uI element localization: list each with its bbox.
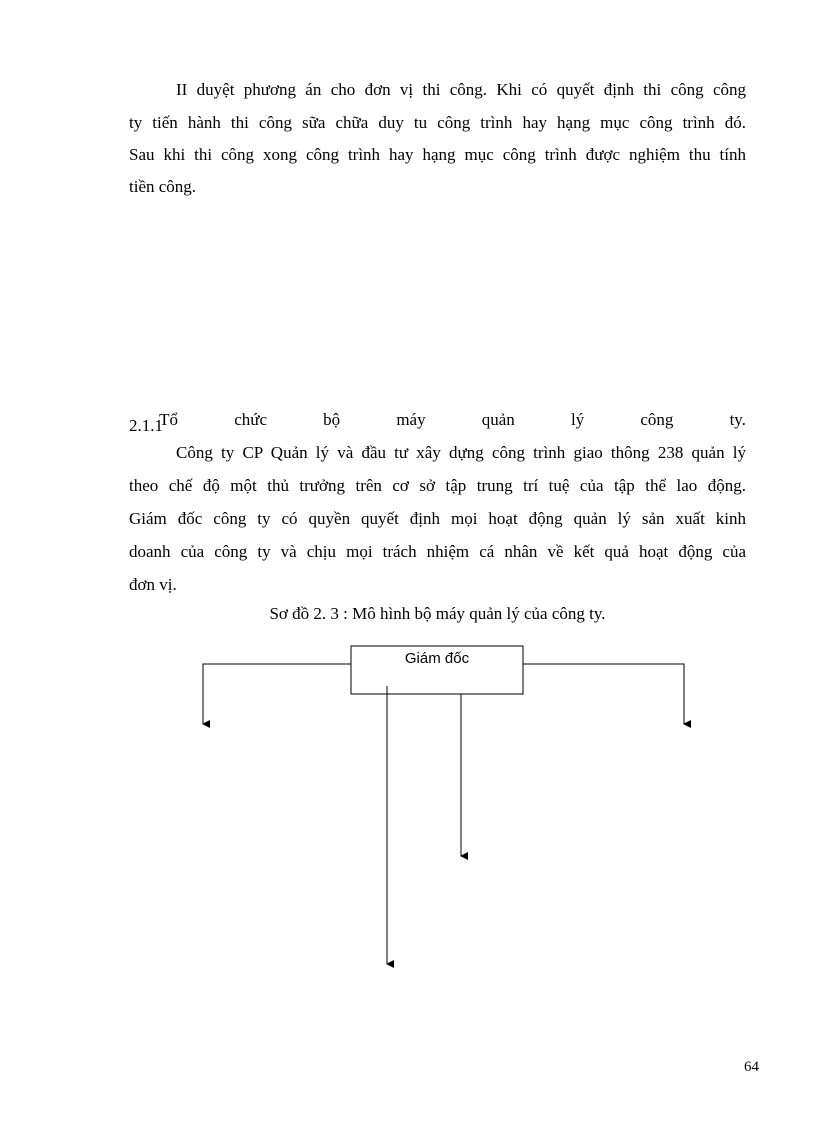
page-number: 64 [744,1059,759,1075]
heading-word: Tổ [159,410,179,429]
heading-word: công [640,410,674,429]
paragraph-line: II duyệt phương án cho đơn vị thi công. Khi có quyết định thi công công [176,80,746,99]
director-box-label: Giám đốc [404,650,470,667]
heading-word: ty. [729,410,746,429]
diagram-caption: Sơ đồ 2. 3 : Mô hình bộ máy quản lý của công ty. [269,604,606,623]
heading-word: quản [481,410,515,429]
paragraph-line: tiền công. [129,177,197,196]
paragraph-line: Sau khi thi công xong công trình hay hạng mục công trình được nghiệm thu tính [129,145,746,164]
heading-word: bộ [323,410,341,429]
paragraph-line: ty tiến hành thi công sữa chữa duy tu công trình hay hạng mục công trình đó. [129,113,746,132]
paragraph-line: đơn vị. [129,575,177,594]
section-number: 2.1.1 [129,416,163,435]
paragraph-line: Công ty CP Quản lý và đầu tư xây dựng công trình giao thông 238 quản lý [176,443,746,462]
paragraph-line: doanh của công ty và chịu mọi trách nhiệm cá nhân về kết quả hoạt động của [129,542,746,561]
heading-word: máy [396,410,426,429]
heading-word: lý [570,410,585,429]
connector-right-arrow [523,664,684,724]
connector-left-arrow [203,664,351,724]
heading-word: chức [234,410,268,429]
paragraph-line: Giám đốc công ty có quyền quyết định mọi hoạt động quản lý sản xuất kinh [129,509,746,528]
paragraph-line: theo chế độ một thủ trưởng trên cơ sở tập trung trí tuệ của tập thể lao động. [129,476,746,495]
